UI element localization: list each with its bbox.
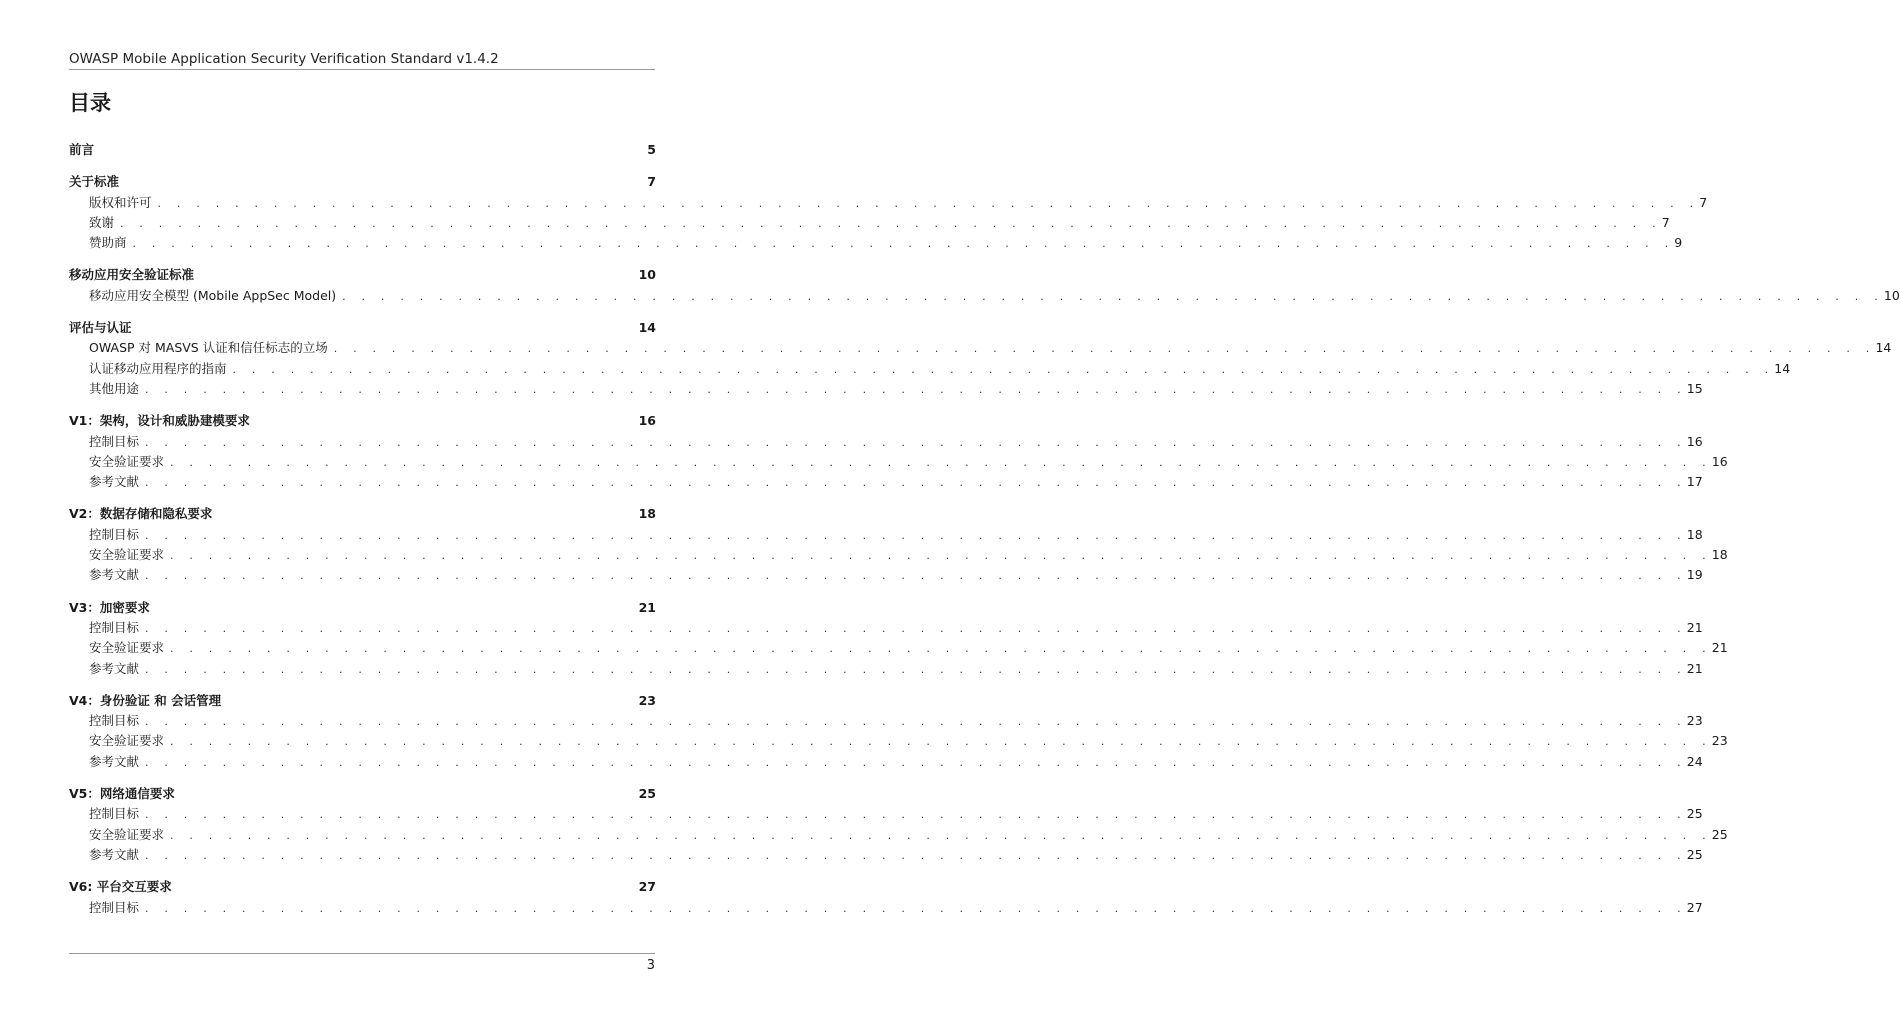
dot-leader: . . . . . . . . . . . . . . . . . . . . . . . . . . . . . . . . . . . . . . . . . . . . . . . . . . . . . . . . . . . . . . . . . . . . . . . . . . . . . . . . bbox=[145, 755, 1687, 769]
toc-subentry[interactable] bbox=[69, 711, 1703, 731]
toc-subentry-title: OWASP 对 MASVS 认证和信任标志的立场 bbox=[89, 340, 328, 356]
toc-subentry-title: 参考文献 bbox=[89, 846, 140, 862]
toc-subentry-page: 16 bbox=[1686, 433, 1703, 449]
dot-leader: . . . . . . . . . . . . . . . . . . . . . . . . . . . . . . . . . . . . . . . . . . . . . . . . . . . . . . . . . . . . . . . . . . . . . . . . . . . . . . . . bbox=[170, 735, 1712, 749]
toc-subentry[interactable] bbox=[69, 286, 1900, 306]
toc-entry-page: 14 bbox=[638, 320, 656, 336]
toc-entry-page: 16 bbox=[638, 413, 656, 429]
toc-title: 目录 bbox=[69, 91, 111, 115]
toc-entry-title: V4：身份验证 和 会话管理 bbox=[69, 692, 222, 708]
toc-subentry-page: 21 bbox=[1686, 619, 1703, 635]
running-header: OWASP Mobile Application Security Verification Standard v1.4.2 bbox=[69, 50, 655, 70]
toc-subentry-page: 17 bbox=[1686, 474, 1703, 490]
toc-subentry-title: 安全验证要求 bbox=[89, 733, 165, 749]
toc-subentry-page: 9 bbox=[1674, 235, 1683, 251]
toc-subentry-title: 版权和许可 bbox=[89, 194, 152, 210]
toc-entry-page: 5 bbox=[647, 142, 656, 157]
dot-leader: . . . . . . . . . . . . . . . . . . . . . . . . . . . . . . . . . . . . . . . . . . . . . . . . . . . . . . . . . . . . . . . . . . . . . . . . . . . . . . . . bbox=[132, 237, 1675, 251]
toc-subentry[interactable] bbox=[69, 804, 1703, 824]
dot-leader: . . . . . . . . . . . . . . . . . . . . . . . . . . . . . . . . . . . . . . . . . . . . . . . . . . . . . . . . . . . . . . . . . . . . . . . . . . . . . . . . bbox=[145, 476, 1687, 490]
dot-leader: . . . . . . . . . . . . . . . . . . . . . . . . . . . . . . . . . . . . . . . . . . . . . . . . . . . . . . . . . . . . . . . . . . . . . . . . . . . . . . . . bbox=[145, 662, 1687, 676]
toc-subentry-title: 控制目标 bbox=[89, 899, 140, 915]
toc-entry[interactable] bbox=[69, 172, 656, 192]
toc-subentry[interactable] bbox=[69, 359, 1791, 379]
dot-leader: . . . . . . . . . . . . . . . . . . . . . . . . . . . . . . . . . . . . . . . . . . . . . . . . . . . . . . . . . . . . . . . . . . . . . . . . . . . . . . . . bbox=[145, 435, 1687, 449]
dot-leader: . . . . . . . . . . . . . . . . . . . . . . . . . . . . . . . . . . . . . . . . . . . . . . . . . . . . . . . . . . . . . . . . . . . . . . . . . . . . . . . . bbox=[120, 216, 1662, 230]
dot-leader: . . . . . . . . . . . . . . . . . . . . . . . . . . . . . . . . . . . . . . . . . . . . . . . . . . . . . . . . . . . . . . . . . . . . . . . . . . . . . . . . bbox=[342, 289, 1884, 303]
dot-leader: . . . . . . . . . . . . . . . . . . . . . . . . . . . . . . . . . . . . . . . . . . . . . . . . . . . . . . . . . . . . . . . . . . . . . . . . . . . . . . . . bbox=[145, 715, 1687, 729]
toc-subentry-title: 安全验证要求 bbox=[89, 453, 165, 469]
toc-subentry[interactable] bbox=[69, 525, 1703, 545]
toc-subentry-title: 移动应用安全模型 (Mobile AppSec Model) bbox=[89, 287, 337, 303]
toc-subentry-title: 控制目标 bbox=[89, 806, 140, 822]
toc-subentry-page: 25 bbox=[1686, 806, 1703, 822]
toc-subentry-title: 安全验证要求 bbox=[89, 547, 165, 563]
toc-subentry[interactable] bbox=[69, 472, 1703, 492]
dot-leader: . . . . . . . . . . . . . . . . . . . . . . . . . . . . . . . . . . . . . . . . . . . . . . . . . . . . . . . . . . . . . . . . . . . . . . . . . . . . . . . . bbox=[145, 848, 1687, 862]
toc-section bbox=[69, 504, 1728, 585]
toc-entry[interactable] bbox=[69, 877, 656, 897]
toc-subentry-title: 控制目标 bbox=[89, 526, 140, 542]
toc-subentry-page: 23 bbox=[1711, 733, 1728, 749]
toc-entry[interactable] bbox=[69, 504, 656, 524]
toc-subentry-title: 控制目标 bbox=[89, 619, 140, 635]
toc-subentry[interactable] bbox=[69, 659, 1703, 679]
dot-leader: . . . . . . . . . . . . . . . . . . . . . . . . . . . . . . . . . . . . . . . . . . . . . . . . . . . . . . . . . . . . . . . . . . . . . . . . . . . . . . . . bbox=[145, 382, 1687, 396]
toc-entry-page: 27 bbox=[638, 879, 656, 895]
toc-subentry-page: 16 bbox=[1711, 453, 1728, 469]
toc-subentry-page: 18 bbox=[1686, 526, 1703, 542]
toc-subentry-title: 控制目标 bbox=[89, 433, 140, 449]
toc-subentry[interactable] bbox=[69, 432, 1703, 452]
toc-section bbox=[69, 784, 1728, 865]
toc-entry-title: 前言 bbox=[69, 142, 95, 157]
toc-entry-title: V3：加密要求 bbox=[69, 599, 150, 615]
toc-subentry[interactable] bbox=[69, 752, 1703, 772]
dot-leader: . . . . . . . . . . . . . . . . . . . . . . . . . . . . . . . . . . . . . . . . . . . . . . . . . . . . . . . . . . . . . . . . . . . . . . . . . . . . . . . . bbox=[170, 828, 1712, 842]
toc-subentry-page: 24 bbox=[1686, 753, 1703, 769]
toc-subentry-page: 14 bbox=[1875, 340, 1892, 356]
dot-leader: . . . . . . . . . . . . . . . . . . . . . . . . . . . . . . . . . . . . . . . . . . . . . . . . . . . . . . . . . . . . . . . . . . . . . . . . . . . . . . . . bbox=[170, 549, 1712, 563]
toc-entry-title: 移动应用安全验证标准 bbox=[69, 267, 195, 283]
dot-leader: . . . . . . . . . . . . . . . . . . . . . . . . . . . . . . . . . . . . . . . . . . . . . . . . . . . . . . . . . . . . . . . . . . . . . . . . . . . . . . . . bbox=[170, 642, 1712, 656]
toc-subentry[interactable] bbox=[69, 618, 1703, 638]
toc-subentry[interactable] bbox=[69, 731, 1728, 751]
toc-subentry[interactable] bbox=[69, 825, 1728, 845]
toc-section bbox=[69, 598, 1728, 679]
toc-subentry[interactable] bbox=[69, 338, 1892, 358]
toc-subentry-page: 27 bbox=[1686, 899, 1703, 915]
dot-leader: . . . . . . . . . . . . . . . . . . . . . . . . . . . . . . . . . . . . . . . . . . . . . . . . . . . . . . . . . . . . . . . . . . . . . . . . . . . . . . . . bbox=[333, 342, 1876, 356]
toc-section bbox=[69, 172, 1708, 253]
toc-subentry-page: 25 bbox=[1686, 846, 1703, 862]
toc-entry[interactable] bbox=[69, 140, 656, 160]
toc-section bbox=[69, 691, 1728, 772]
toc-entry-title: V2：数据存储和隐私要求 bbox=[69, 506, 213, 522]
toc-subentry-title: 致谢 bbox=[89, 214, 115, 230]
toc-subentry[interactable] bbox=[69, 638, 1728, 658]
toc-subentry-page: 21 bbox=[1686, 660, 1703, 676]
toc-subentry-page: 10 bbox=[1883, 287, 1900, 303]
toc-subentry-page: 23 bbox=[1686, 713, 1703, 729]
dot-leader: . . . . . . . . . . . . . . . . . . . . . . . . . . . . . . . . . . . . . . . . . . . . . . . . . . . . . . . . . . . . . . . . . . . . . . . . . . . . . . . . bbox=[145, 569, 1687, 583]
toc-entry-title: 评估与认证 bbox=[69, 320, 132, 336]
toc-section bbox=[69, 877, 1703, 918]
toc-entry[interactable] bbox=[69, 265, 656, 285]
toc-entry[interactable] bbox=[69, 691, 656, 711]
dot-leader: . . . . . . . . . . . . . . . . . . . . . . . . . . . . . . . . . . . . . . . . . . . . . . . . . . . . . . . . . . . . . . . . . . . . . . . . . . . . . . . . bbox=[157, 196, 1700, 210]
toc-entry-page: 18 bbox=[638, 506, 656, 522]
toc-subentry[interactable] bbox=[69, 233, 1683, 253]
toc-subentry-page: 7 bbox=[1661, 214, 1670, 230]
table-of-contents bbox=[69, 140, 1900, 930]
toc-subentry-title: 赞助商 bbox=[89, 235, 127, 251]
toc-subentry-page: 14 bbox=[1774, 360, 1791, 376]
toc-subentry[interactable] bbox=[69, 545, 1728, 565]
dot-leader: . . . . . . . . . . . . . . . . . . . . . . . . . . . . . . . . . . . . . . . . . . . . . . . . . . . . . . . . . . . . . . . . . . . . . . . . . . . . . . . . bbox=[145, 808, 1687, 822]
toc-entry[interactable] bbox=[69, 598, 656, 618]
toc-subentry[interactable] bbox=[69, 565, 1703, 585]
toc-subentry-page: 25 bbox=[1711, 826, 1728, 842]
footer-divider bbox=[69, 953, 655, 954]
toc-entry-title: V6: 平台交互要求 bbox=[69, 879, 172, 895]
toc-subentry-title: 参考文献 bbox=[89, 567, 140, 583]
toc-subentry-page: 21 bbox=[1711, 640, 1728, 656]
toc-entry-page: 25 bbox=[638, 786, 656, 802]
toc-section bbox=[69, 411, 1728, 492]
toc-subentry[interactable] bbox=[69, 213, 1670, 233]
toc-subentry-title: 其他用途 bbox=[89, 380, 140, 396]
toc-section bbox=[69, 265, 1900, 306]
toc-subentry-title: 控制目标 bbox=[89, 713, 140, 729]
toc-entry-title: V5：网络通信要求 bbox=[69, 786, 175, 802]
toc-subentry[interactable] bbox=[69, 898, 1703, 918]
dot-leader: . . . . . . . . . . . . . . . . . . . . . . . . . . . . . . . . . . . . . . . . . . . . . . . . . . . . . . . . . . . . . . . . . . . . . . . . . . . . . . . . bbox=[170, 455, 1712, 469]
toc-subentry-title: 参考文献 bbox=[89, 660, 140, 676]
toc-section bbox=[69, 318, 1892, 399]
dot-leader: . . . . . . . . . . . . . . . . . . . . . . . . . . . . . . . . . . . . . . . . . . . . . . . . . . . . . . . . . . . . . . . . . . . . . . . . . . . . . . . . bbox=[145, 621, 1687, 635]
toc-entry[interactable] bbox=[69, 784, 656, 804]
toc-subentry-page: 7 bbox=[1699, 194, 1708, 210]
dot-leader: . . . . . . . . . . . . . . . . . . . . . . . . . . . . . . . . . . . . . . . . . . . . . . . . . . . . . . . . . . . . . . . . . . . . . . . . . . . . . . . . bbox=[145, 528, 1687, 542]
dot-leader: . . . . . . . . . . . . . . . . . . . . . . . . . . . . . . . . . . . . . . . . . . . . . . . . . . . . . . . . . . . . . . . . . . . . . . . . . . . . . . . . bbox=[145, 901, 1687, 915]
page-number: 3 bbox=[646, 958, 655, 973]
toc-subentry-title: 参考文献 bbox=[89, 753, 140, 769]
toc-subentry[interactable] bbox=[69, 845, 1703, 865]
toc-subentry-title: 安全验证要求 bbox=[89, 640, 165, 656]
toc-entry-page: 10 bbox=[638, 267, 656, 283]
toc-entry-page: 23 bbox=[638, 692, 656, 708]
toc-entry[interactable] bbox=[69, 411, 656, 431]
toc-section bbox=[69, 140, 656, 160]
toc-entry-page: 21 bbox=[638, 599, 656, 615]
toc-subentry[interactable] bbox=[69, 452, 1728, 472]
dot-leader: . . . . . . . . . . . . . . . . . . . . . . . . . . . . . . . . . . . . . . . . . . . . . . . . . . . . . . . . . . . . . . . . . . . . . . . . . . . . . . . . bbox=[232, 362, 1775, 376]
toc-entry-title: 关于标准 bbox=[69, 174, 120, 190]
toc-subentry-page: 18 bbox=[1711, 547, 1728, 563]
toc-subentry[interactable] bbox=[69, 379, 1703, 399]
toc-entry-title: V1：架构，设计和威胁建模要求 bbox=[69, 413, 250, 429]
toc-subentry-title: 参考文献 bbox=[89, 474, 140, 490]
toc-subentry[interactable] bbox=[69, 193, 1708, 213]
toc-subentry-title: 安全验证要求 bbox=[89, 826, 165, 842]
toc-entry[interactable] bbox=[69, 318, 656, 338]
toc-subentry-title: 认证移动应用程序的指南 bbox=[89, 360, 227, 376]
toc-subentry-page: 15 bbox=[1686, 380, 1703, 396]
toc-subentry-page: 19 bbox=[1686, 567, 1703, 583]
toc-entry-page: 7 bbox=[647, 174, 656, 190]
